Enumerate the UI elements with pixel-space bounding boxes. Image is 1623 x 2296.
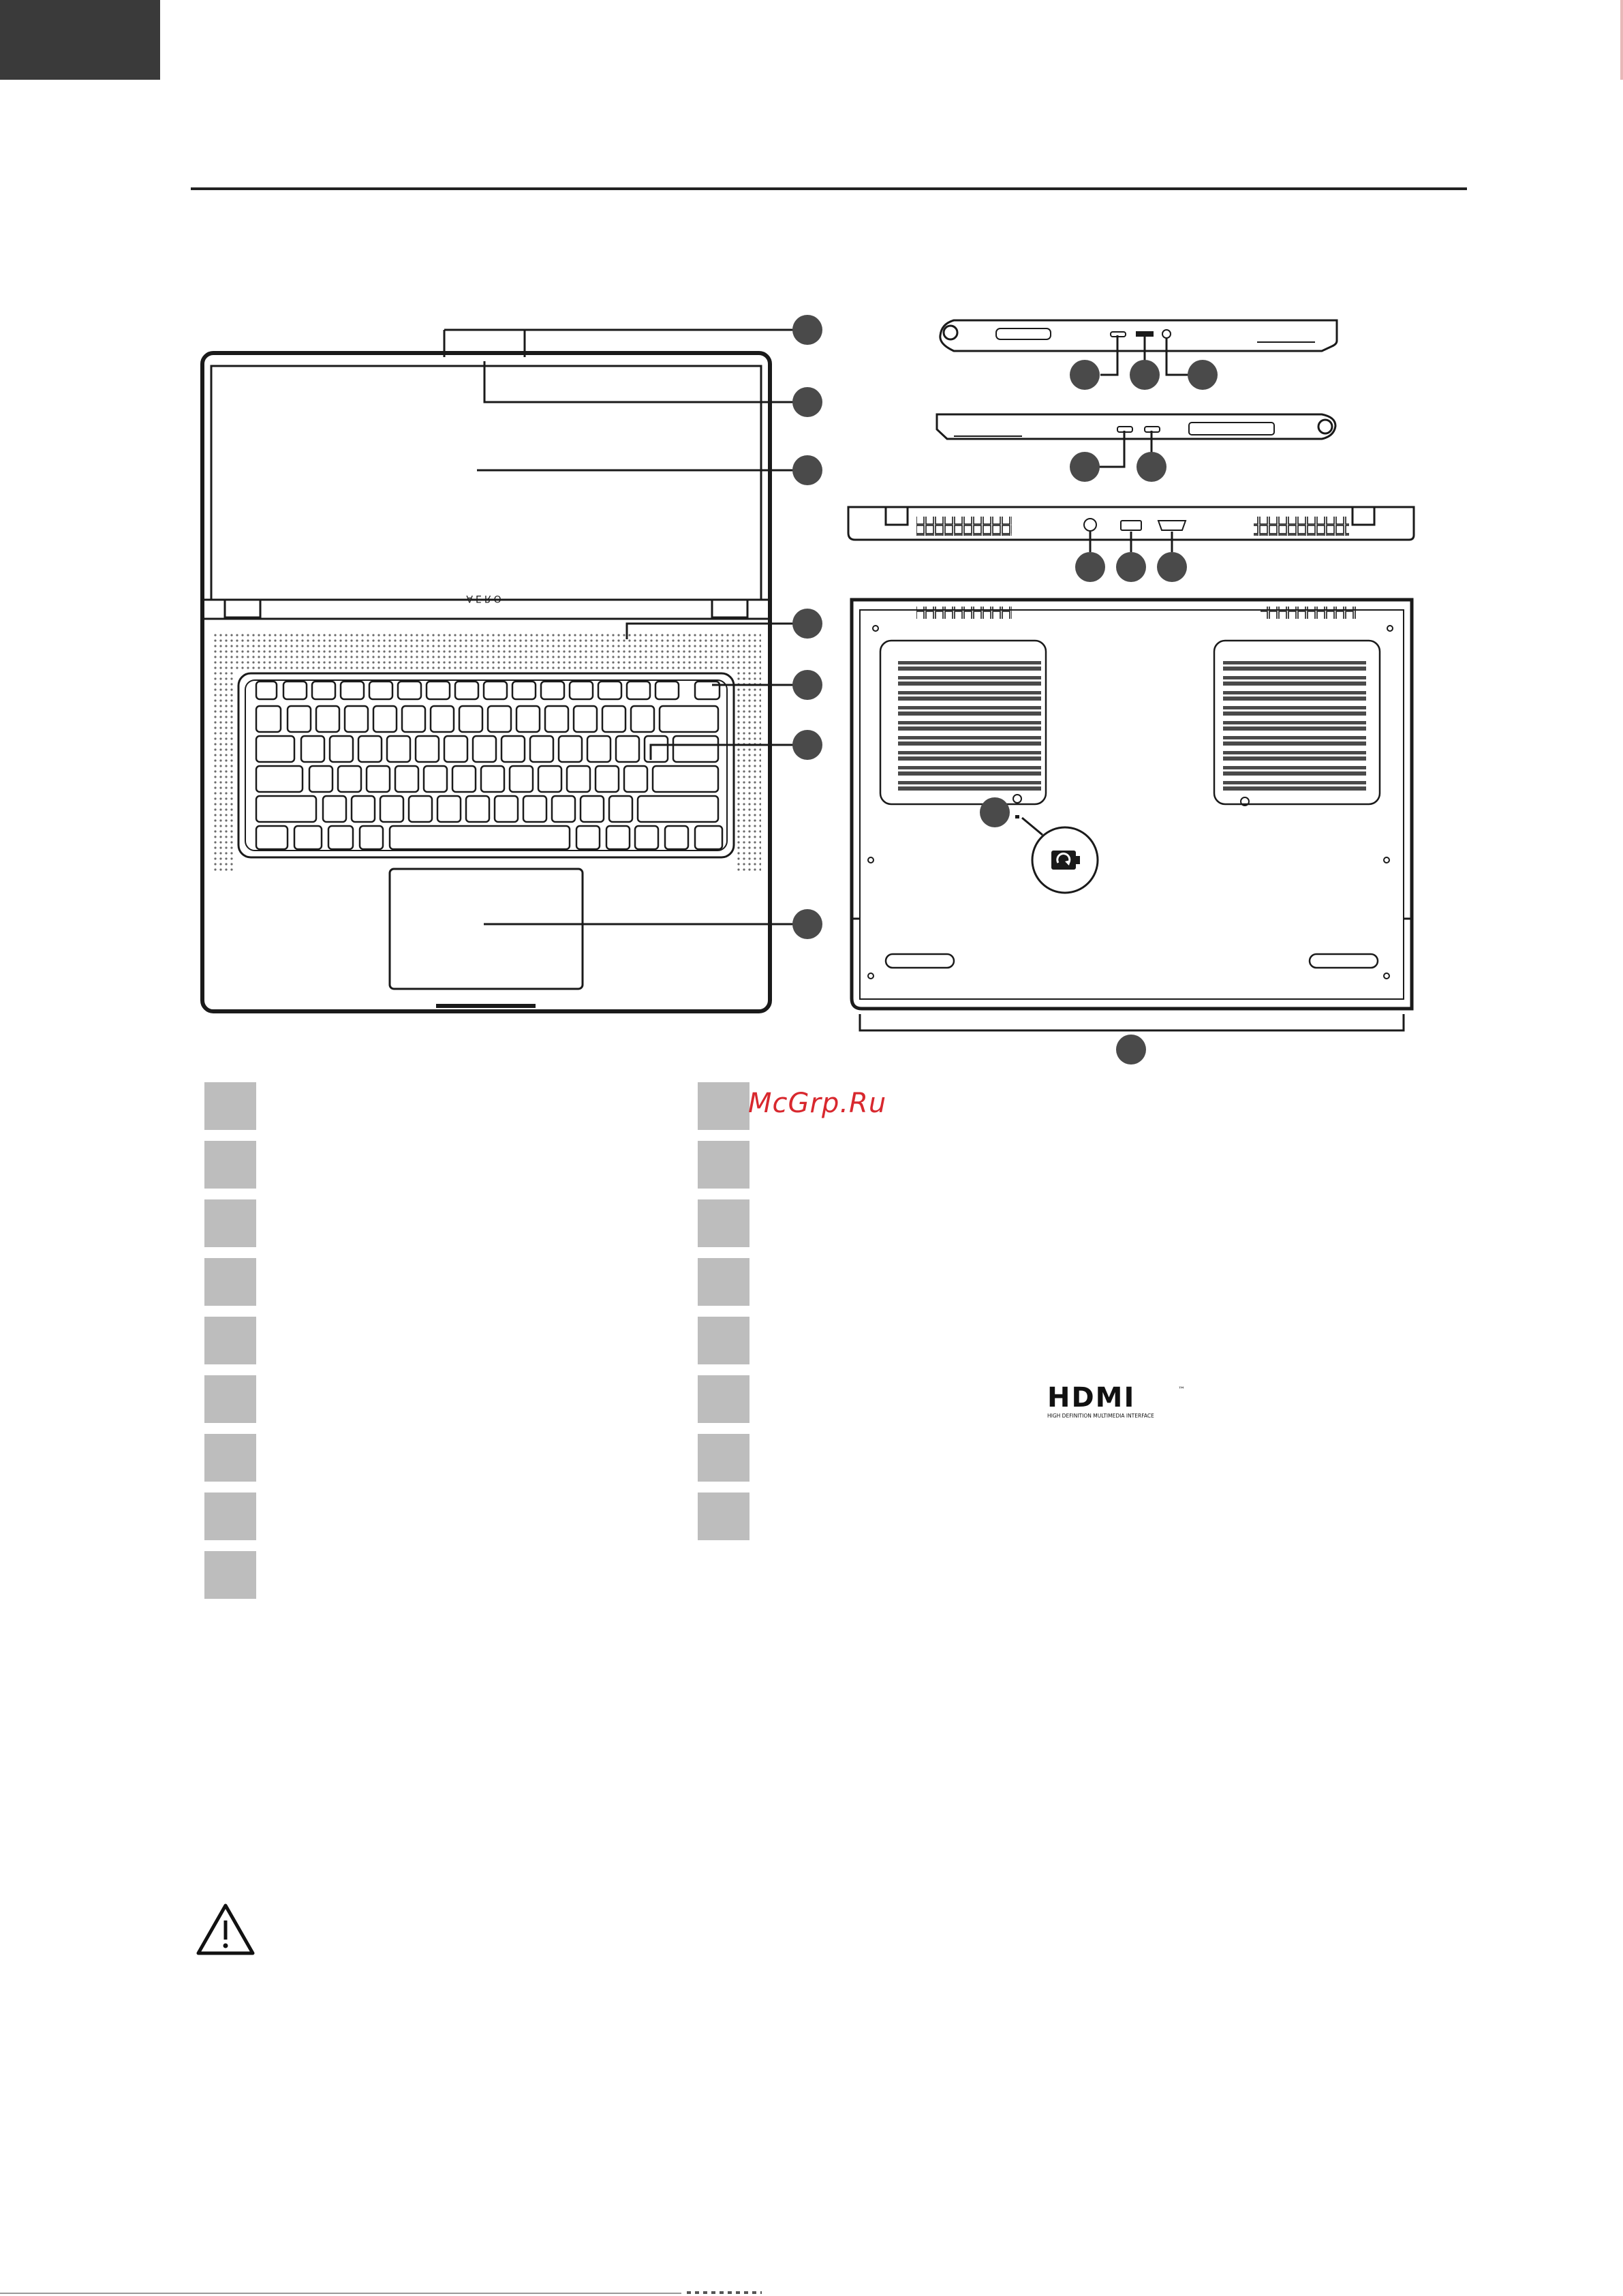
key: [452, 766, 476, 792]
key: [473, 736, 496, 762]
marker: [980, 797, 1010, 827]
key: [609, 796, 632, 822]
marker: [1137, 452, 1166, 482]
legend-box: [698, 1258, 749, 1306]
key: [530, 736, 553, 762]
hdmi-logo: [1046, 1383, 1189, 1421]
legend-box: [698, 1199, 749, 1247]
key: [512, 682, 536, 699]
key: [510, 766, 533, 792]
key: [567, 766, 590, 792]
key: [398, 682, 421, 699]
key: [256, 826, 288, 849]
legend-box: [204, 1551, 256, 1599]
legend-box: [698, 1434, 749, 1482]
key: [523, 796, 546, 822]
marker: [1070, 360, 1100, 390]
key: [635, 826, 658, 849]
marker: [792, 909, 822, 939]
key: [545, 706, 568, 732]
key: [283, 682, 307, 699]
keyboard: [256, 682, 722, 849]
legend-box: [204, 1082, 256, 1130]
key: [624, 766, 647, 792]
key: [369, 682, 392, 699]
legend-box: [698, 1082, 749, 1130]
key: [673, 736, 718, 762]
key: [431, 706, 454, 732]
key: [665, 826, 688, 849]
marker: [792, 730, 822, 760]
key: [380, 796, 403, 822]
side-view-right: [940, 320, 1337, 351]
legend-box: [204, 1199, 256, 1247]
key: [574, 706, 597, 732]
key: [360, 826, 383, 849]
key: [552, 796, 575, 822]
legend-box: [204, 1258, 256, 1306]
key: [402, 706, 425, 732]
marker: [1188, 360, 1218, 390]
legend-box: [698, 1317, 749, 1364]
key: [309, 766, 333, 792]
key: [455, 682, 478, 699]
key: [653, 766, 718, 792]
key: [341, 682, 364, 699]
hdmi-trademark: ™: [1178, 1386, 1185, 1394]
legend-box: [698, 1375, 749, 1423]
key: [541, 682, 564, 699]
key: [409, 796, 432, 822]
battery-reset-icon: [1051, 851, 1080, 870]
legend-box: [204, 1141, 256, 1189]
key: [444, 736, 467, 762]
legend-box: [204, 1375, 256, 1423]
key: [616, 736, 639, 762]
marker: [792, 315, 822, 345]
key: [596, 766, 619, 792]
legend-box: [698, 1141, 749, 1189]
key: [581, 796, 604, 822]
key: [316, 706, 339, 732]
key: [695, 826, 722, 849]
key: [367, 766, 390, 792]
key: [437, 796, 461, 822]
marker: [1116, 1035, 1146, 1065]
key: [301, 736, 324, 762]
key: [488, 706, 511, 732]
key: [627, 682, 650, 699]
key: [256, 706, 281, 732]
key: [638, 796, 718, 822]
key: [424, 766, 447, 792]
key: [358, 736, 382, 762]
key: [345, 706, 368, 732]
marker: [792, 609, 822, 639]
key: [288, 706, 311, 732]
key: [427, 682, 450, 699]
key: [576, 826, 600, 849]
key: [338, 766, 361, 792]
marker: [1116, 552, 1146, 582]
marker: [792, 455, 822, 485]
key: [516, 706, 540, 732]
marker: [1130, 360, 1160, 390]
key: [256, 796, 316, 822]
marker: [792, 387, 822, 417]
warning-icon: [194, 1901, 257, 1957]
key: [294, 826, 322, 849]
laptop-diagram: [0, 0, 1623, 1077]
key: [312, 682, 335, 699]
bezel-brand: AERO: [466, 593, 504, 604]
key: [602, 706, 625, 732]
key: [598, 682, 621, 699]
key: [645, 736, 668, 762]
side-view-left: [937, 414, 1335, 439]
key: [256, 736, 294, 762]
key: [323, 796, 346, 822]
key: [484, 682, 507, 699]
hdmi-wordmark: HDMI: [1047, 1383, 1136, 1413]
key: [387, 736, 410, 762]
legend-box: [204, 1434, 256, 1482]
legend-box: [698, 1493, 749, 1540]
key: [395, 766, 418, 792]
legend-box: [204, 1493, 256, 1540]
key: [655, 682, 679, 699]
key: [660, 706, 718, 732]
key: [570, 682, 593, 699]
key: [501, 736, 525, 762]
key: [587, 736, 610, 762]
marker: [1157, 552, 1187, 582]
hdmi-tagline: HIGH DEFINITION MULTIMEDIA INTERFACE: [1047, 1413, 1154, 1419]
key: [330, 736, 353, 762]
key: [373, 706, 397, 732]
marker: [792, 670, 822, 700]
key: [352, 796, 375, 822]
watermark[interactable]: McGrp.Ru: [748, 1088, 887, 1119]
footer-marks: [687, 2291, 762, 2294]
key: [390, 826, 570, 849]
key: [256, 682, 277, 699]
legend-box: [204, 1317, 256, 1364]
key: [416, 736, 439, 762]
key: [466, 796, 489, 822]
key: [328, 826, 353, 849]
key: [631, 706, 654, 732]
marker: [1075, 552, 1105, 582]
key: [538, 766, 561, 792]
key: [606, 826, 630, 849]
key: [559, 736, 582, 762]
footer-rule: [0, 2293, 681, 2294]
bottom-view: [852, 600, 1412, 1009]
marker: [1070, 452, 1100, 482]
key: [459, 706, 482, 732]
key: [495, 796, 518, 822]
key: [256, 766, 303, 792]
key: [481, 766, 504, 792]
